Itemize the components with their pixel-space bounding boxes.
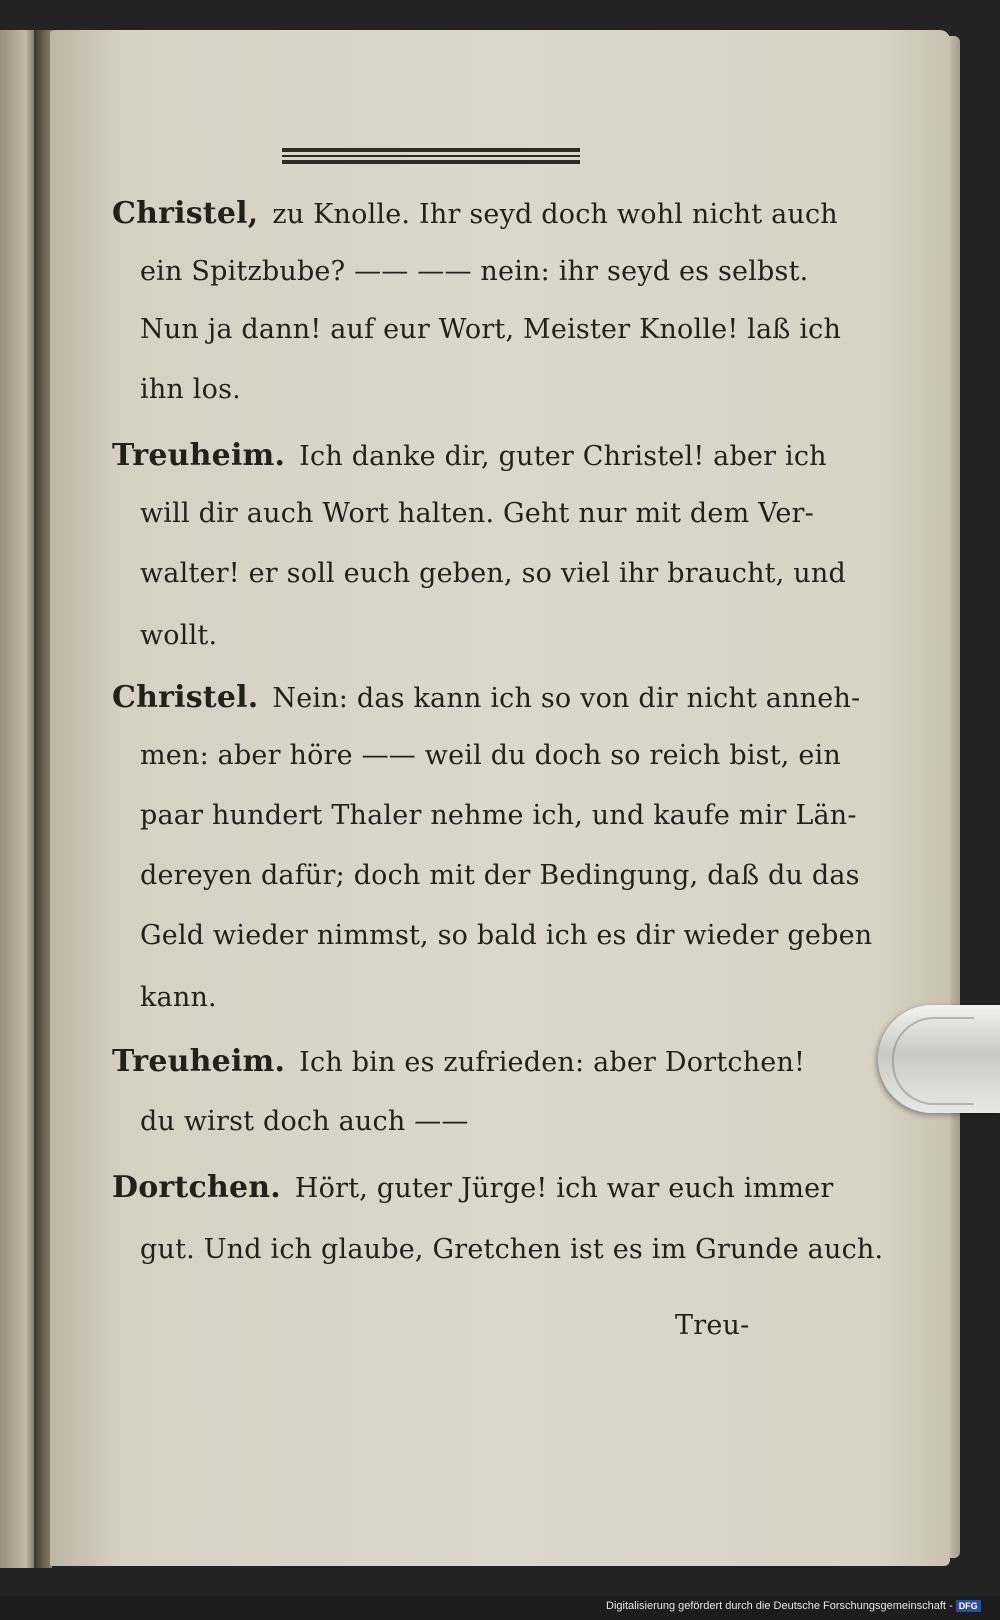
text-line: du wirst doch auch —— <box>140 1106 469 1137</box>
text-line: ein Spitzbube? —— —— nein: ihr seyd es selbst. <box>140 256 809 287</box>
text-line: gut. Und ich glaube, Gretchen ist es im Grunde auch. <box>140 1234 884 1265</box>
speaker-name: Dortchen. <box>112 1170 281 1205</box>
speaker-name: Christel. <box>112 680 259 715</box>
digitization-credit: Digitalisierung gefördert durch die Deutsche Forschungsgemeinschaft - DFG <box>606 1600 981 1612</box>
speaker-name: Treuheim. <box>112 438 286 473</box>
catchword: Treu- <box>675 1310 750 1341</box>
speaker-name: Christel, <box>112 196 259 231</box>
text-line: Christel. Nein: das kann ich so von dir nicht anneh- <box>112 680 861 715</box>
text-line: Dortchen. Hört, guter Jürge! ich war euch immer <box>112 1170 834 1205</box>
text-line: Christel, zu Knolle. Ihr seyd doch wohl nicht auch <box>112 196 838 231</box>
text-line: walter! er soll euch geben, so viel ihr braucht, und <box>140 558 846 589</box>
text-line: men: aber höre —— weil du doch so reich bist, ein <box>140 740 841 771</box>
text-line: dereyen dafür; doch mit der Bedingung, daß du das <box>140 860 860 891</box>
text-line: wollt. <box>140 620 218 651</box>
text-line: Geld wieder nimmst, so bald ich es dir wieder geben <box>140 920 873 951</box>
text-line: kann. <box>140 982 217 1013</box>
text-line: will dir auch Wort halten. Geht nur mit dem Ver- <box>140 498 814 529</box>
speaker-name: Treuheim. <box>112 1044 286 1079</box>
text-line: paar hundert Thaler nehme ich, und kaufe mir Län- <box>140 800 857 831</box>
text-line: Treuheim. Ich bin es zufrieden: aber Dortchen! <box>112 1044 806 1079</box>
text-line: ihn los. <box>140 374 241 405</box>
text-line: Nun ja dann! auf eur Wort, Meister Knolle! laß ich <box>140 314 842 345</box>
dfg-logo: DFG <box>956 1600 981 1612</box>
text-line: Treuheim. Ich danke dir, guter Christel! aber ich <box>112 438 827 473</box>
